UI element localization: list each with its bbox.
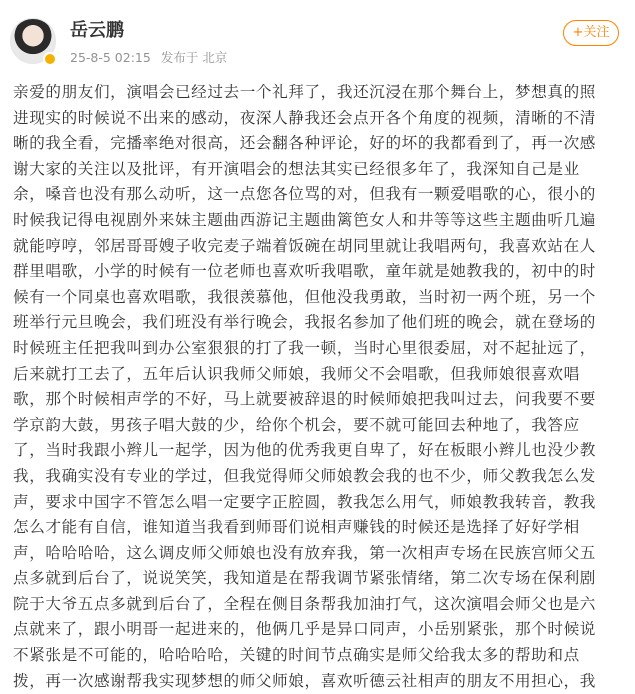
post-text-line: 进现实的时候说不出来的感动，夜深人静我还会点开各个角度的视频，清晰的不清 xyxy=(13,108,596,127)
post-text-line: 学京韵大鼓，男孩子唱大鼓的少，给你个机会，要不就可能回去种地了，我答应 xyxy=(13,415,580,434)
post-text-line: 怎么才能有自信，谁知道当我看到师哥们说相声赚钱的时候还是选择了好好学相 xyxy=(13,518,580,537)
verified-badge-icon xyxy=(43,52,57,66)
follow-button[interactable]: +关注 xyxy=(563,20,619,46)
post-source: 发布于 北京 xyxy=(160,50,228,65)
post-text-line: 晰的我全看，完播率绝对很高，还会翻各种评论，好的坏的我都看到了，再一次感 xyxy=(13,134,596,153)
post-text-line: 就能哼哼，邻居哥哥嫂子收完麦子端着饭碗在胡同里就让我唱两句，我喜欢站在人 xyxy=(13,236,596,255)
post-text-line: 了，当时我跟小辫儿一起学，因为他的优秀我更自卑了，好在板眼小辫儿也没少教 xyxy=(13,441,596,460)
post-text-line: 我，我确实没有专业的学过，但我觉得师父师娘教会我的也不少，师父教我怎么发 xyxy=(13,466,596,485)
post-text-line: 点多就到后台了，说说笑笑，我知道是在帮我调节紧张情绪，第二次专场在保利剧 xyxy=(13,569,596,588)
username[interactable]: 岳云鹏 xyxy=(70,20,124,41)
post-text xyxy=(13,80,623,694)
post-text-line: 歌，那个时候相声学的不好，马上就要被辞退的时候师娘把我叫过去，问我要不要 xyxy=(13,390,596,409)
post-text-line: 后来就打工去了，五年后认识我师父师娘，我师父不会唱歌，但我师娘很喜欢唱 xyxy=(13,364,580,383)
post-text-line: 拨，再一次感谢帮我实现梦想的师父师娘，喜欢听德云社相声的朋友不用担心，我 xyxy=(13,671,596,690)
post-text-line: 声，要求中国字不管怎么唱一定要字正腔圆，教我怎么用气，师娘教我转音，教我 xyxy=(13,492,596,511)
post-text-line: 班举行元旦晚会，我们班没有举行晚会，我报名参加了他们班的晚会，就在登场的 xyxy=(13,313,596,332)
post-header xyxy=(0,0,635,78)
post-text-line: 余，嗓音也没有那么动听，这一点您各位骂的对，但我有一颗爱唱歌的心，很小的 xyxy=(13,185,596,204)
post-text-line: 院于大爷五点多就到后台了，全程在侧目条帮我加油打气，这次演唱会师父也是六 xyxy=(13,594,596,613)
post-text-line: 不紧张是不可能的，哈哈哈哈，关键的时间节点确实是师父给我太多的帮助和点 xyxy=(13,646,580,665)
post-text-line: 候有一个同桌也喜欢唱歌，我很羡慕他，但他没我勇敢，当时初一两个班，另一个 xyxy=(13,287,596,306)
post-meta xyxy=(70,50,233,66)
post-date[interactable]: 25-8-5 02:15 xyxy=(70,50,151,65)
post-text-line: 谢大家的关注以及批评，有开演唱会的想法其实已经很多年了，我深知自己是业 xyxy=(13,159,580,178)
post-text-line: 时候我记得电视剧外来妹主题曲西游记主题曲篱笆女人和井等等这些主题曲听几遍 xyxy=(13,210,596,229)
post-text-line: 点就来了，跟小明哥一起进来的，他俩几乎是异口同声，小岳别紧张，那个时候说 xyxy=(13,620,596,639)
post-text-line: 时候班主任把我叫到办公室狠狠的打了我一顿，当时心里很委屈，对不起扯远了， xyxy=(13,338,596,357)
post-text-line: 声，哈哈哈哈，这么调皮师父师娘也没有放弃我，第一次相声专场在民族宫师父五 xyxy=(13,543,596,562)
post-text-line: 群里唱歌，小学的时候有一位老师也喜欢听我唱歌，童年就是她教我的，初中的时 xyxy=(13,262,596,281)
post-text-line: 亲爱的朋友们，演唱会已经过去一个礼拜了，我还沉浸在那个舞台上，梦想真的照 xyxy=(13,83,596,101)
